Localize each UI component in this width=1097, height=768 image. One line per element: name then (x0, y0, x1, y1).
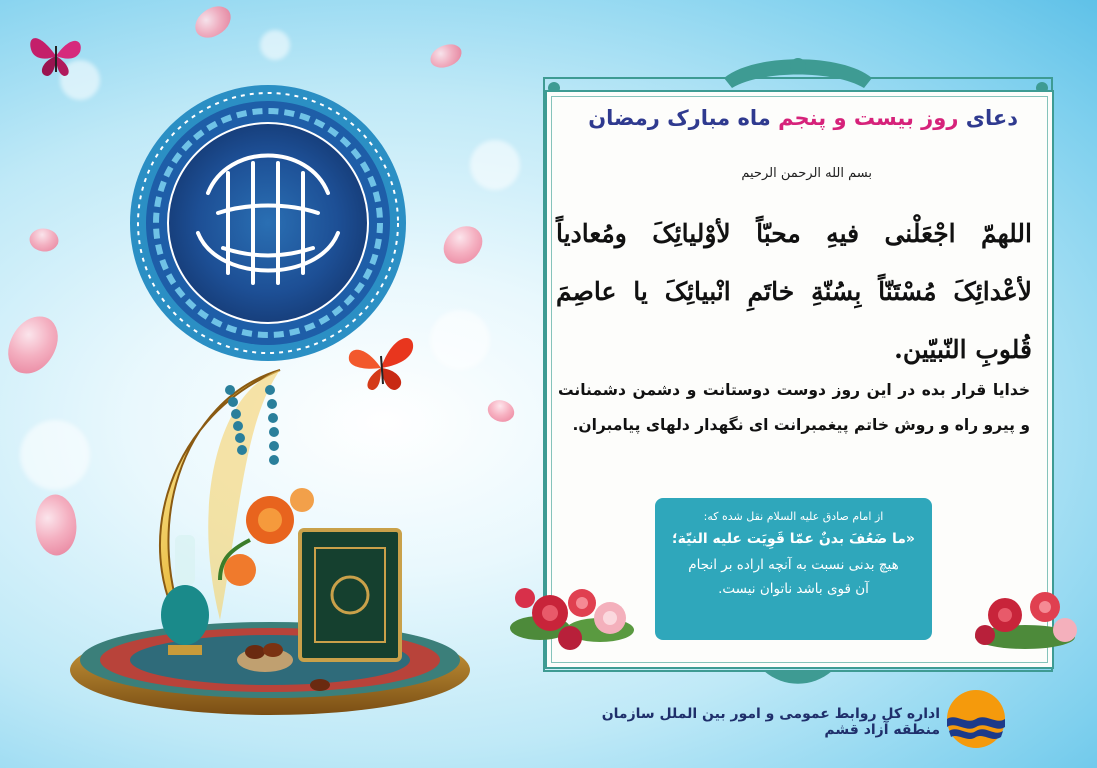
flower-bouquet-right (965, 575, 1090, 665)
qeshm-free-zone-logo (946, 689, 1006, 749)
calligraphy-medallion (128, 83, 408, 363)
hadith-arabic: «ما ضَعُفَ بدنٌ عمّا قَوِیَت علیه النیّة؛ (672, 531, 915, 547)
ramadan-crescent-scene (70, 360, 490, 750)
hadith-persian-line-2: آن قوی باشد ناتوان نیست. (718, 581, 869, 597)
title-highlight: روز بیست و پنجم (778, 106, 959, 130)
flower-bouquet-left (500, 568, 645, 668)
title-suffix: ماه مبارک رمضان (588, 106, 771, 130)
rose-petal (26, 223, 62, 258)
hadith-persian-line-1: هیچ بدنی نسبت به آنچه اراده بر انجام (688, 557, 899, 573)
page-title (548, 106, 1018, 130)
rose-petal (439, 220, 487, 270)
hadith-box (655, 498, 932, 640)
hadith-persian (655, 553, 932, 601)
dua-arabic-text: اللهمّ اجْعَلْنی فیهِ محبّاً لأوْلیائِکَ ومُعادیاً لأعْدائِکَ مُسْتَنّاً بِسُنّةِ خاتَمِ انْبیائِکَ یا عاصِمَ قُلوبِ النّبیّین. (556, 219, 1032, 364)
organization-name: اداره کل روابط عمومی و امور بین الملل سازمان منطقه آزاد قشم (601, 706, 940, 738)
butterfly-icon (26, 28, 86, 83)
bismillah-text: بسم الله الرحمن الرحیم (741, 166, 872, 181)
rose-petal (3, 310, 63, 380)
dua-translation-text: خدایا قرار بده در این روز دوست دوستانت و دشمن دشمنانت و پیرو راه و روش خاتم پیغمبرانت ای نگهدار دلهای پیامبران. (558, 381, 1030, 434)
hadith-source: از امام صادق علیه السلام نقل شده که: (703, 510, 884, 523)
title-prefix: دعای (965, 106, 1018, 130)
rose-petal (190, 2, 235, 41)
rose-petal (428, 42, 463, 69)
